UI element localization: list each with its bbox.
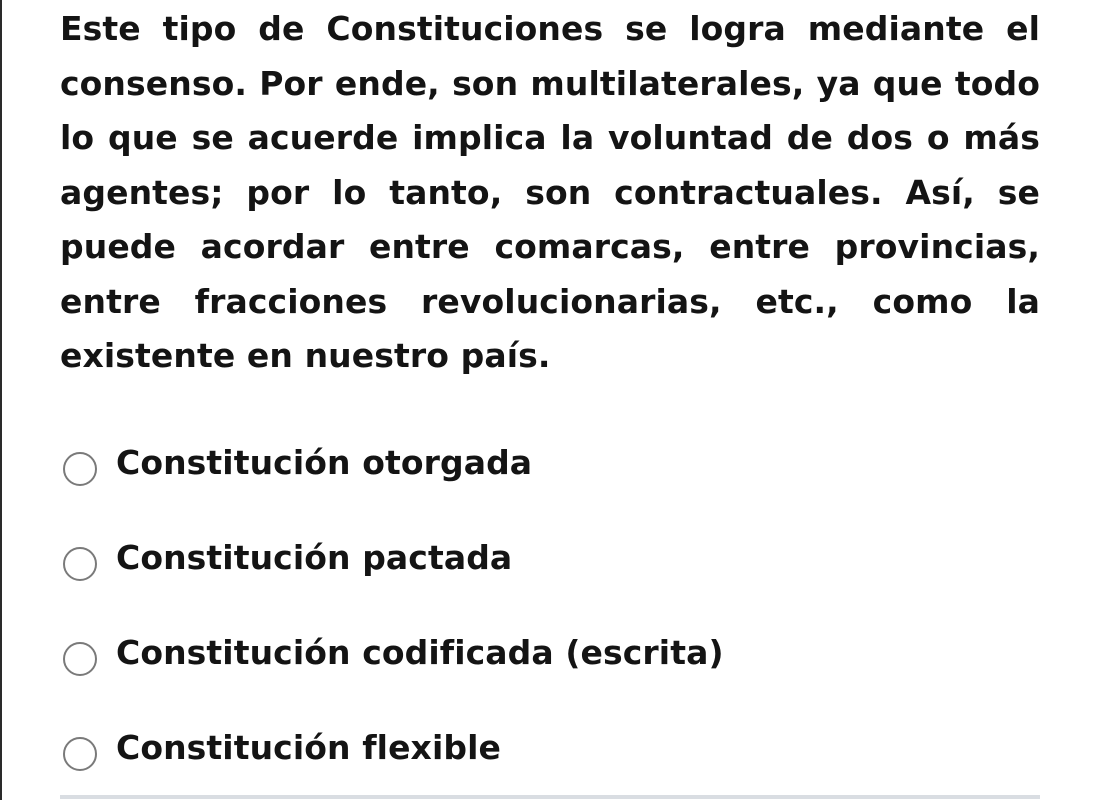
option-label: Constitución flexible [116, 728, 501, 767]
radio-button[interactable] [63, 452, 97, 486]
divider [60, 795, 1040, 799]
option-otorgada[interactable] [60, 415, 1040, 510]
question-text: Este tipo de Constituciones se logra mediante el consenso. Por ende, son multilaterales, ya que todo lo que se acuerde implica la voluntad de dos o más agentes; por lo tanto, son contractuales. Así, se puede acordar entre comarcas, entre provincias, entre fracciones revolucionarias, etc., como la existente en nuestro país. [60, 9, 1040, 375]
option-label: Constitución pactada [116, 538, 513, 577]
option-pactada[interactable] [60, 510, 1040, 605]
option-flexible[interactable] [60, 700, 1040, 795]
option-label: Constitución codificada (escrita) [116, 633, 724, 672]
option-codificada[interactable] [60, 605, 1040, 700]
radio-button[interactable] [63, 547, 97, 581]
option-label: Constitución otorgada [116, 443, 533, 482]
answer-options [60, 415, 1040, 795]
radio-button[interactable] [63, 642, 97, 676]
radio-button[interactable] [63, 737, 97, 771]
